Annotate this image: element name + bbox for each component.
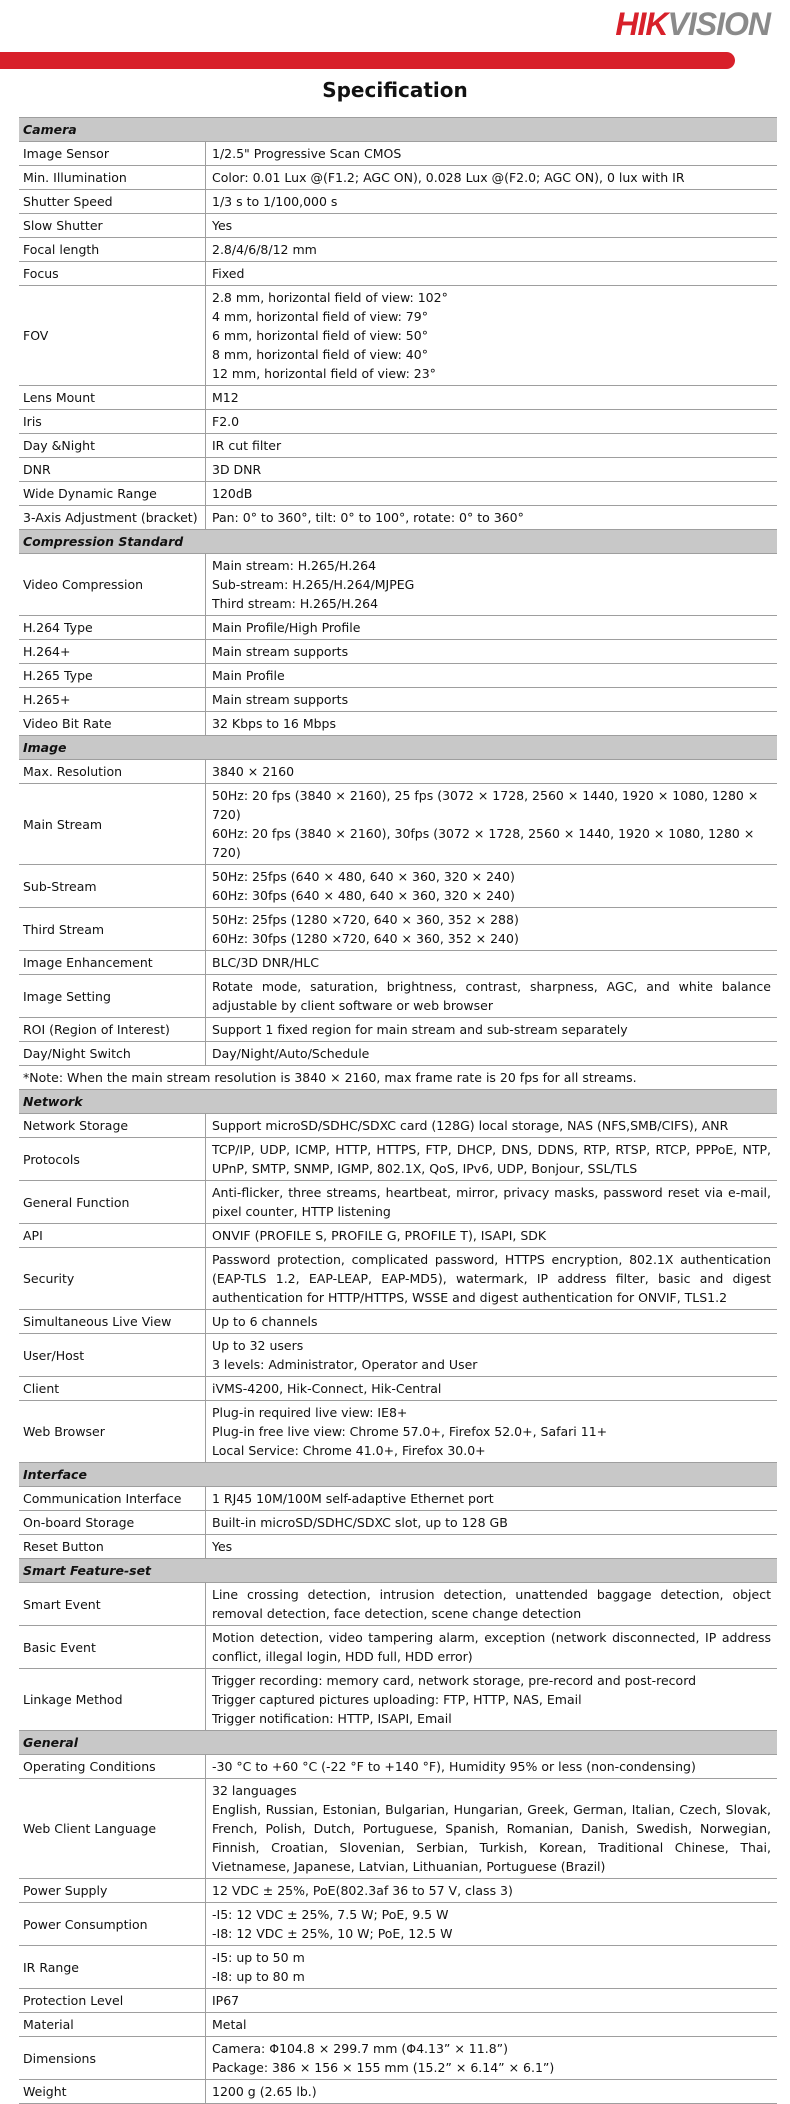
- spec-value-line: Trigger captured pictures uploading: FTP, HTTP, NAS, Email: [212, 1692, 582, 1707]
- spec-value-line: Support 1 fixed region for main stream and sub-stream separately: [212, 1022, 628, 1037]
- spec-value-line: Support microSD/SDHC/SDXC card (128G) local storage, NAS (NFS,SMB/CIFS), ANR: [212, 1118, 729, 1133]
- spec-row: [19, 214, 777, 238]
- spec-key: Security: [19, 1248, 206, 1309]
- spec-value: [206, 1018, 777, 1041]
- spec-value-line: Day/Night/Auto/Schedule: [212, 1046, 370, 1061]
- spec-value: [206, 410, 777, 433]
- spec-value-line: 1/2.5" Progressive Scan CMOS: [212, 146, 402, 161]
- spec-value: [206, 1377, 777, 1400]
- spec-value: [206, 1310, 777, 1333]
- spec-value: [206, 1535, 777, 1558]
- spec-key: Weight: [19, 2080, 206, 2103]
- spec-value-line: iVMS-4200, Hik-Connect, Hik-Central: [212, 1381, 442, 1396]
- spec-row: [19, 951, 777, 975]
- spec-key: Iris: [19, 410, 206, 433]
- spec-key: ROI (Region of Interest): [19, 1018, 206, 1041]
- spec-value-line: TCP/IP, UDP, ICMP, HTTP, HTTPS, FTP, DHCP, DNS, DDNS, RTP, RTSP, RTCP, PPPoE, NTP, UPnP, SMTP, SNMP, IGMP, 802.1X, QoS, IPv6, UDP, Bonjour, SSL/TLS: [212, 1142, 771, 1176]
- spec-key: H.265 Type: [19, 664, 206, 687]
- spec-value: [206, 1626, 777, 1668]
- section-header: Image: [19, 736, 777, 760]
- spec-row: [19, 142, 777, 166]
- red-banner: [0, 52, 735, 69]
- spec-value: [206, 760, 777, 783]
- spec-value: [206, 286, 777, 385]
- footnote: *Note: When the main stream resolution is 3840 × 2160, max frame rate is 20 fps for all streams.: [19, 1066, 777, 1090]
- spec-value-line: IR cut filter: [212, 438, 282, 453]
- spec-row: [19, 434, 777, 458]
- spec-key: Slow Shutter: [19, 214, 206, 237]
- spec-value-line: Plug-in free live view: Chrome 57.0+, Firefox 52.0+, Safari 11+: [212, 1424, 608, 1439]
- spec-value-line: BLC/3D DNR/HLC: [212, 955, 319, 970]
- spec-row: [19, 640, 777, 664]
- spec-row: [19, 664, 777, 688]
- spec-key: Simultaneous Live View: [19, 1310, 206, 1333]
- spec-key: Main Stream: [19, 784, 206, 864]
- spec-value: [206, 1879, 777, 1902]
- spec-value-line: 1200 g (2.65 lb.): [212, 2084, 317, 2099]
- spec-row: [19, 1181, 777, 1224]
- spec-value: [206, 1114, 777, 1137]
- spec-row: [19, 2013, 777, 2037]
- spec-value: [206, 434, 777, 457]
- spec-value-line: Third stream: H.265/H.264: [212, 596, 379, 611]
- spec-key: Smart Event: [19, 1583, 206, 1625]
- spec-value-line: Pan: 0° to 360°, tilt: 0° to 100°, rotate: 0° to 360°: [212, 510, 524, 525]
- spec-value: [206, 1487, 777, 1510]
- spec-value-line: Camera: Φ104.8 × 299.7 mm (Φ4.13” × 11.8”): [212, 2041, 508, 2056]
- spec-row: [19, 784, 777, 865]
- spec-row: [19, 908, 777, 951]
- spec-value: [206, 214, 777, 237]
- spec-value: [206, 1755, 777, 1778]
- spec-value: [206, 2080, 777, 2103]
- spec-value: [206, 1583, 777, 1625]
- spec-key: Protection Level: [19, 1989, 206, 2012]
- spec-key: IR Range: [19, 1946, 206, 1988]
- spec-key: API: [19, 1224, 206, 1247]
- spec-key: Linkage Method: [19, 1669, 206, 1730]
- spec-row: [19, 1487, 777, 1511]
- spec-row: [19, 1334, 777, 1377]
- spec-value: [206, 1401, 777, 1462]
- spec-value: [206, 1181, 777, 1223]
- spec-value-line: 6 mm, horizontal field of view: 50°: [212, 328, 428, 343]
- spec-key: Dimensions: [19, 2037, 206, 2079]
- spec-value-line: 1/3 s to 1/100,000 s: [212, 194, 338, 209]
- spec-key: Video Bit Rate: [19, 712, 206, 735]
- spec-key: H.264 Type: [19, 616, 206, 639]
- spec-row: [19, 1755, 777, 1779]
- spec-value-line: 120dB: [212, 486, 253, 501]
- spec-value-line: 2.8 mm, horizontal field of view: 102°: [212, 290, 448, 305]
- spec-row: [19, 1511, 777, 1535]
- spec-key: Communication Interface: [19, 1487, 206, 1510]
- spec-value: [206, 1903, 777, 1945]
- spec-value-line: 4 mm, horizontal field of view: 79°: [212, 309, 428, 324]
- spec-value: [206, 458, 777, 481]
- logo-part-vision: VISION: [667, 6, 770, 42]
- spec-value: [206, 506, 777, 529]
- spec-value-line: Anti-flicker, three streams, heartbeat, mirror, privacy masks, password reset via e-mail, pixel counter, HTTP listening: [212, 1185, 771, 1219]
- spec-value-line: 3840 × 2160: [212, 764, 295, 779]
- spec-key: Protocols: [19, 1138, 206, 1180]
- spec-row: [19, 1626, 777, 1669]
- spec-key: Operating Conditions: [19, 1755, 206, 1778]
- spec-value: [206, 482, 777, 505]
- spec-row: [19, 1401, 777, 1463]
- spec-value: [206, 688, 777, 711]
- spec-value-line: Main stream: H.265/H.264: [212, 558, 377, 573]
- spec-value-line: 1 RJ45 10M/100M self-adaptive Ethernet port: [212, 1491, 494, 1506]
- section-header: Smart Feature-set: [19, 1559, 777, 1583]
- spec-key: Network Storage: [19, 1114, 206, 1137]
- spec-value: [206, 1042, 777, 1065]
- spec-row: [19, 410, 777, 434]
- spec-value: [206, 1779, 777, 1878]
- spec-row: [19, 1669, 777, 1731]
- spec-key: Min. Illumination: [19, 166, 206, 189]
- spec-value: [206, 616, 777, 639]
- spec-value-line: Main Profile/High Profile: [212, 620, 361, 635]
- spec-value-line: -30 °C to +60 °C (-22 °F to +140 °F), Humidity 95% or less (non-condensing): [212, 1759, 696, 1774]
- spec-key: Focal length: [19, 238, 206, 261]
- logo-part-hik: HIK: [615, 6, 668, 42]
- spec-key: On-board Storage: [19, 1511, 206, 1534]
- spec-value-line: 60Hz: 30fps (640 × 480, 640 × 360, 320 × 240): [212, 888, 515, 903]
- spec-key: Day/Night Switch: [19, 1042, 206, 1065]
- spec-value-line: Main stream supports: [212, 644, 349, 659]
- spec-value-line: -I5: 12 VDC ± 25%, 7.5 W; PoE, 9.5 W: [212, 1907, 449, 1922]
- section-header: Compression Standard: [19, 530, 777, 554]
- spec-key: DNR: [19, 458, 206, 481]
- spec-value-line: Package: 386 × 156 × 155 mm (15.2” × 6.14” × 6.1”): [212, 2060, 555, 2075]
- spec-row: [19, 238, 777, 262]
- spec-value-line: Metal: [212, 2017, 247, 2032]
- spec-value: [206, 262, 777, 285]
- spec-value: [206, 1989, 777, 2012]
- spec-row: [19, 760, 777, 784]
- spec-value-line: Main stream supports: [212, 692, 349, 707]
- spec-value-line: Password protection, complicated password, HTTPS encryption, 802.1X authentication (EAP-TLS 1.2, EAP-LEAP, EAP-MD5), watermark, IP address filter, basic and digest authentication for HTTP/HTTPS, WSSE and digest authentication for ONVIF, TLS1.2: [212, 1252, 771, 1305]
- spec-row: [19, 1114, 777, 1138]
- section-header: General: [19, 1731, 777, 1755]
- spec-key: 3-Axis Adjustment (bracket): [19, 506, 206, 529]
- spec-key: Third Stream: [19, 908, 206, 950]
- spec-row: [19, 1989, 777, 2013]
- spec-value: [206, 1334, 777, 1376]
- spec-value-line: -I5: up to 50 m: [212, 1950, 305, 1965]
- spec-value-line: 12 mm, horizontal field of view: 23°: [212, 366, 436, 381]
- spec-row: [19, 506, 777, 530]
- spec-key: Power Supply: [19, 1879, 206, 1902]
- spec-table: [19, 117, 777, 2104]
- spec-value-line: M12: [212, 390, 239, 405]
- spec-value: [206, 166, 777, 189]
- spec-value-line: 32 Kbps to 16 Mbps: [212, 716, 336, 731]
- section-header: Interface: [19, 1463, 777, 1487]
- spec-key: Client: [19, 1377, 206, 1400]
- spec-row: [19, 1583, 777, 1626]
- spec-key: Sub-Stream: [19, 865, 206, 907]
- spec-value-line: Plug-in required live view: IE8+: [212, 1405, 408, 1420]
- spec-value-line: 50Hz: 25fps (640 × 480, 640 × 360, 320 × 240): [212, 869, 515, 884]
- spec-value-line: Up to 6 channels: [212, 1314, 318, 1329]
- spec-row: [19, 2037, 777, 2080]
- hikvision-logo: [615, 6, 770, 43]
- spec-key: Max. Resolution: [19, 760, 206, 783]
- spec-value-line: English, Russian, Estonian, Bulgarian, Hungarian, Greek, German, Italian, Czech, Slovak, French, Polish, Dutch, Portuguese, Spanish, Romanian, Danish, Swedish, Norwegian, Finnish, Croatian, Slovenian, Serbian, Turkish, Korean, Traditional Chinese, Thai, Vietnamese, Japanese, Latvian, Lithuanian, Portuguese (Brazil): [212, 1802, 771, 1874]
- spec-row: [19, 386, 777, 410]
- spec-row: [19, 286, 777, 386]
- spec-row: [19, 712, 777, 736]
- spec-value-line: 60Hz: 30fps (1280 ×720, 640 × 360, 352 × 240): [212, 931, 519, 946]
- spec-key: Focus: [19, 262, 206, 285]
- spec-key: Image Enhancement: [19, 951, 206, 974]
- spec-row: [19, 1042, 777, 1066]
- spec-value-line: F2.0: [212, 414, 240, 429]
- spec-value: [206, 1248, 777, 1309]
- spec-value-line: 50Hz: 20 fps (3840 × 2160), 25 fps (3072 × 1728, 2560 × 1440, 1920 × 1080, 1280 × 720): [212, 788, 759, 822]
- spec-row: [19, 458, 777, 482]
- spec-value: [206, 238, 777, 261]
- spec-row: [19, 554, 777, 616]
- spec-value: [206, 784, 777, 864]
- spec-key: Power Consumption: [19, 1903, 206, 1945]
- spec-value-line: Local Service: Chrome 41.0+, Firefox 30.0+: [212, 1443, 486, 1458]
- spec-value-line: 3 levels: Administrator, Operator and User: [212, 1357, 478, 1372]
- spec-row: [19, 1377, 777, 1401]
- spec-key: H.265+: [19, 688, 206, 711]
- spec-value: [206, 975, 777, 1017]
- spec-value-line: Rotate mode, saturation, brightness, contrast, sharpness, AGC, and white balance adjustable by client software or web browser: [212, 979, 771, 1013]
- spec-value-line: Line crossing detection, intrusion detection, unattended baggage detection, object removal detection, face detection, scene change detection: [212, 1587, 771, 1621]
- spec-row: [19, 1138, 777, 1181]
- spec-row: [19, 1248, 777, 1310]
- spec-row: [19, 1946, 777, 1989]
- spec-value: [206, 908, 777, 950]
- spec-key: FOV: [19, 286, 206, 385]
- spec-row: [19, 166, 777, 190]
- spec-key: H.264+: [19, 640, 206, 663]
- spec-key: Image Sensor: [19, 142, 206, 165]
- spec-key: Web Browser: [19, 1401, 206, 1462]
- spec-value: [206, 951, 777, 974]
- spec-value: [206, 1946, 777, 1988]
- spec-value-line: 8 mm, horizontal field of view: 40°: [212, 347, 428, 362]
- spec-key: Lens Mount: [19, 386, 206, 409]
- spec-value-line: Yes: [212, 1539, 233, 1554]
- spec-key: Web Client Language: [19, 1779, 206, 1878]
- spec-key: Day &Night: [19, 434, 206, 457]
- spec-value: [206, 554, 777, 615]
- spec-value: [206, 2013, 777, 2036]
- spec-key: Wide Dynamic Range: [19, 482, 206, 505]
- spec-value-line: Yes: [212, 218, 233, 233]
- section-header: Camera: [19, 117, 777, 142]
- spec-value-line: Built-in microSD/SDHC/SDXC slot, up to 128 GB: [212, 1515, 508, 1530]
- spec-value-line: Trigger notification: HTTP, ISAPI, Email: [212, 1711, 452, 1726]
- spec-key: User/Host: [19, 1334, 206, 1376]
- spec-value-line: Trigger recording: memory card, network storage, pre-record and post-record: [212, 1673, 697, 1688]
- spec-row: [19, 1903, 777, 1946]
- spec-value: [206, 386, 777, 409]
- spec-row: [19, 190, 777, 214]
- spec-value-line: IP67: [212, 1993, 240, 2008]
- spec-value: [206, 664, 777, 687]
- spec-row: [19, 1224, 777, 1248]
- spec-value-line: -I8: 12 VDC ± 25%, 10 W; PoE, 12.5 W: [212, 1926, 453, 1941]
- spec-key: Basic Event: [19, 1626, 206, 1668]
- spec-key: Material: [19, 2013, 206, 2036]
- spec-value-line: -I8: up to 80 m: [212, 1969, 305, 1984]
- spec-value: [206, 640, 777, 663]
- spec-value: [206, 1669, 777, 1730]
- spec-value-line: 2.8/4/6/8/12 mm: [212, 242, 317, 257]
- spec-value: [206, 865, 777, 907]
- spec-value: [206, 190, 777, 213]
- spec-value-line: Motion detection, video tampering alarm, exception (network disconnected, IP address conflict, illegal login, HDD full, HDD error): [212, 1630, 771, 1664]
- spec-row: [19, 975, 777, 1018]
- spec-value-line: 50Hz: 25fps (1280 ×720, 640 × 360, 352 × 288): [212, 912, 519, 927]
- spec-row: [19, 1310, 777, 1334]
- spec-key: Shutter Speed: [19, 190, 206, 213]
- spec-value: [206, 1224, 777, 1247]
- spec-value-line: 12 VDC ± 25%, PoE(802.3af 36 to 57 V, class 3): [212, 1883, 513, 1898]
- spec-value: [206, 1511, 777, 1534]
- spec-value-line: ONVIF (PROFILE S, PROFILE G, PROFILE T), ISAPI, SDK: [212, 1228, 547, 1243]
- spec-row: [19, 262, 777, 286]
- spec-value-line: Main Profile: [212, 668, 285, 683]
- spec-value-line: 60Hz: 20 fps (3840 × 2160), 30fps (3072 × 1728, 2560 × 1440, 1920 × 1080, 1280 × 720): [212, 826, 755, 860]
- spec-row: [19, 688, 777, 712]
- spec-row: [19, 1535, 777, 1559]
- spec-key: Reset Button: [19, 1535, 206, 1558]
- spec-value-line: Sub-stream: H.265/H.264/MJPEG: [212, 577, 415, 592]
- spec-value-line: 32 languages: [212, 1783, 297, 1798]
- spec-row: [19, 1879, 777, 1903]
- spec-value: [206, 142, 777, 165]
- spec-key: Video Compression: [19, 554, 206, 615]
- spec-value: [206, 1138, 777, 1180]
- spec-value-line: Color: 0.01 Lux @(F1.2; AGC ON), 0.028 Lux @(F2.0; AGC ON), 0 lux with IR: [212, 170, 685, 185]
- spec-row: [19, 1779, 777, 1879]
- spec-value: [206, 2037, 777, 2079]
- spec-row: [19, 865, 777, 908]
- spec-row: [19, 616, 777, 640]
- spec-key: Image Setting: [19, 975, 206, 1017]
- spec-value-line: Fixed: [212, 266, 245, 281]
- spec-row: [19, 1018, 777, 1042]
- spec-value-line: 3D DNR: [212, 462, 262, 477]
- spec-key: General Function: [19, 1181, 206, 1223]
- page-title: Specification: [322, 78, 468, 102]
- section-header: Network: [19, 1090, 777, 1114]
- spec-row: [19, 482, 777, 506]
- spec-value-line: Up to 32 users: [212, 1338, 304, 1353]
- spec-value: [206, 712, 777, 735]
